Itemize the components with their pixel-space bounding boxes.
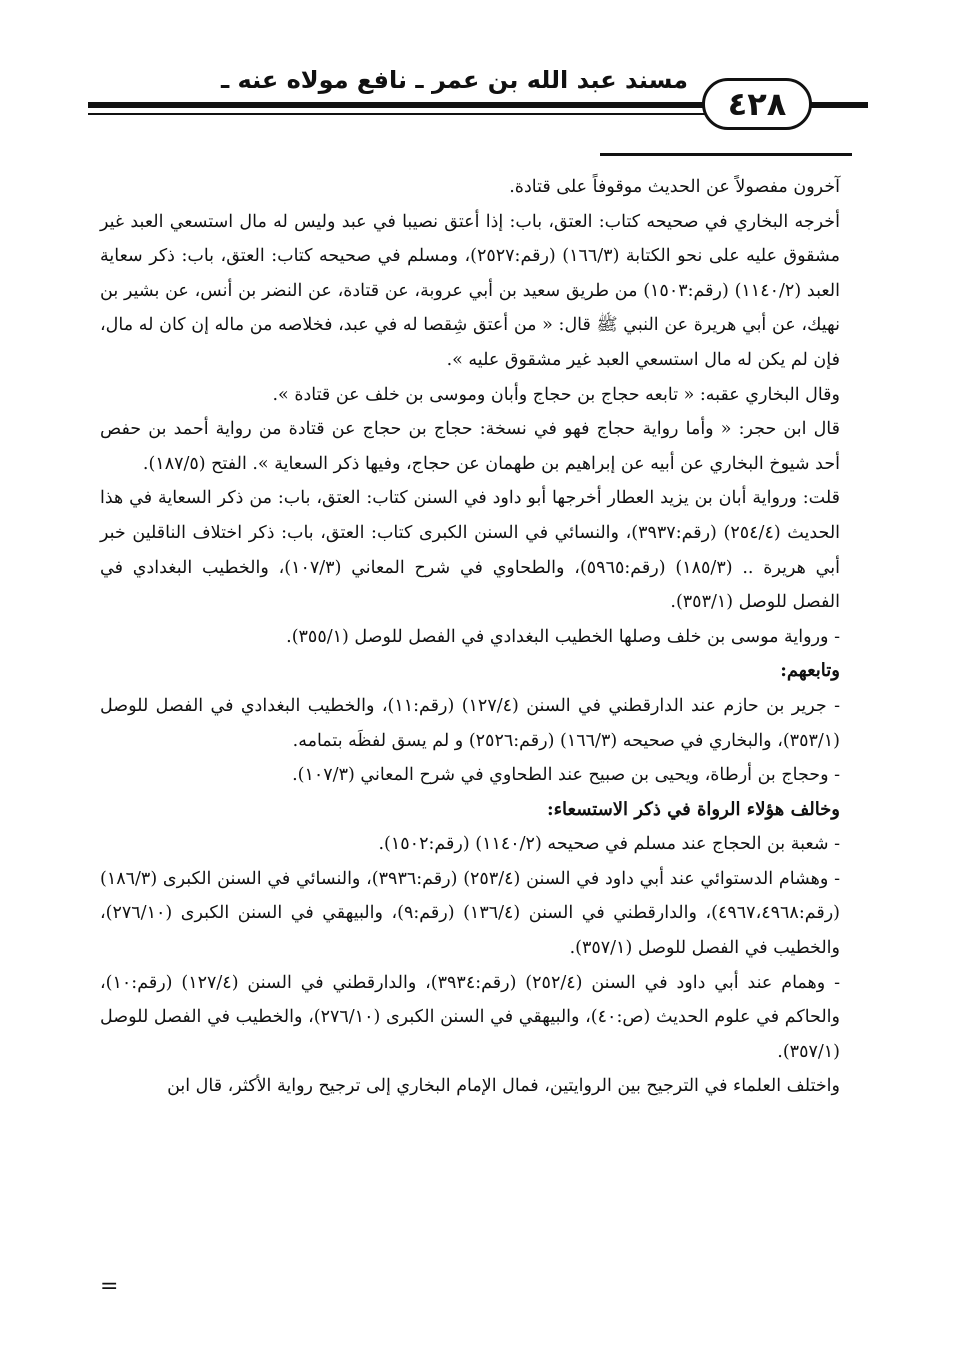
closing-paragraph: واختلف العلماء في الترجيح بين الروايتين، فمال الإمام البخاري إلى ترجيح رواية الأكثر، قال ابن: [167, 1076, 840, 1097]
paragraph: قال ابن حجر: « وأما رواية حجاج فهو في نسخة: حجاج بن حجاج عن قتادة من رواية أحمد بن حفص أحد شيوخ البخاري عن أبيه عن إبراهيم بن طهمان عن حجاج، وفيها ذكر السعاية ». الفتح (١٨٧/٥).: [100, 419, 840, 474]
paragraph: - ورواية موسى بن خلف وصلها الخطيب البغدادي في الفصل للوصل (٣٥٥/١).: [286, 626, 840, 647]
page-header: [88, 58, 868, 138]
section-heading: وخالف هؤلاء الرواة في ذكر الاستسعاء:: [546, 798, 840, 820]
header-rule-thin: [88, 113, 708, 115]
list-item: - وحجاج بن أرطاة، ويحيى بن صبيح عند الطحاوي في شرح المعاني (١٠٧/٣).: [292, 765, 840, 786]
section-heading: وتابعهم:: [780, 660, 840, 682]
paragraph: آخرون مفصولاً عن الحديث موقوفاً على قتادة.: [509, 177, 840, 197]
list-item: - شعبة بن الحجاج عند مسلم في صحيحه (١١٤٠/٢) (رقم:١٥٠٢).: [378, 834, 840, 855]
page-body: [100, 170, 840, 1104]
list-item: - جرير بن حازم عند الدارقطني في السنن (١٢٧/٤) (رقم:١١)، والخطيب البغدادي في الفصل للوصل (٣٥٣/١)، والبخاري في صحيحه (١٦٦/٣) (رقم:٢٥٢٦) و لم يسق لفظَه بتمامه.: [100, 695, 841, 751]
paragraph: وقال البخاري عقبه: « تابعه حجاج بن حجاج وأبان وموسى بن خلف عن قتادة ».: [272, 384, 840, 405]
running-title: مسند عبد الله بن عمر ـ نافع مولاه عنه ـ: [220, 66, 688, 94]
paragraph: أخرجه البخاري في صحيحه كتاب: العتق، باب: إذا أعتق نصيبا في عبد وليس له مال استسعي العبد غير مشقوق عليه على نحو الكتابة (١٦٦/٣) (رقم:٢٥٢٧)، ومسلم في صحيحه كتاب: العتق، باب: ذكر سعاية العبد (١١٤٠/٢) (رقم:١٥٠٣) من طريق سعيد بن أبي عروبة، عن قتادة، عن النضر بن أنس، عن بشير بن نهيك، عن أبي هريرة عن النبي ﷺ قال: « من أعتق شِقصا له في عبد، فخلاصه من ماله إن كان له مال، فإن لم يكن له مال استسعي العبد غير مشقوق عليه ».: [100, 211, 840, 370]
list-item: - وهشام الدستوائي عند أبي داود في السنن (٢٥٣/٤) (رقم:٣٩٣٦)، والنسائي في السنن الكبرى (١٨٦/٣) (رقم:٤٩٦٧،٤٩٦٨)، والدارقطني في السنن (١٣٦/٤) (رقم:٩)، والبيهقي في السنن الكبرى (٢٧٦/١٠)، والخطيب في الفصل للوصل (٣٥٧/١).: [100, 868, 841, 959]
header-rule-thick: [88, 102, 708, 108]
continuation-mark: =: [100, 1274, 119, 1299]
top-divider: [600, 153, 852, 156]
paragraph: قلت: ورواية أبان بن يزيد العطار أخرجها أبو داود في السنن كتاب: العتق، باب: من ذكر السعاية في هذا الحديث (٢٥٤/٤) (رقم:٣٩٣٧)، والنسائي في السنن الكبرى كتاب: العتق، باب: ذكر اختلاف الناقلين خبر أبي هريرة .. (١٨٥/٣) (رقم:٥٩٦٥)، والطحاوي في شرح المعاني (١٠٧/٣)، والخطيب البغدادي في الفصل للوصل (٣٥٣/١).: [100, 488, 841, 613]
header-rule-tail: [808, 102, 868, 108]
page-number: ٤٢٨: [702, 78, 812, 130]
list-item: - وهمام عند أبي داود في السنن (٢٥٢/٤) (رقم:٣٩٣٤)، والدارقطني في السنن (١٢٧/٤) (رقم:١٠)، والحاكم في علوم الحديث (ص:٤٠)، والبيهقي في السنن الكبرى (٢٧٦/١٠)، والخطيب في الفصل للوصل (٣٥٧/١).: [100, 972, 840, 1062]
